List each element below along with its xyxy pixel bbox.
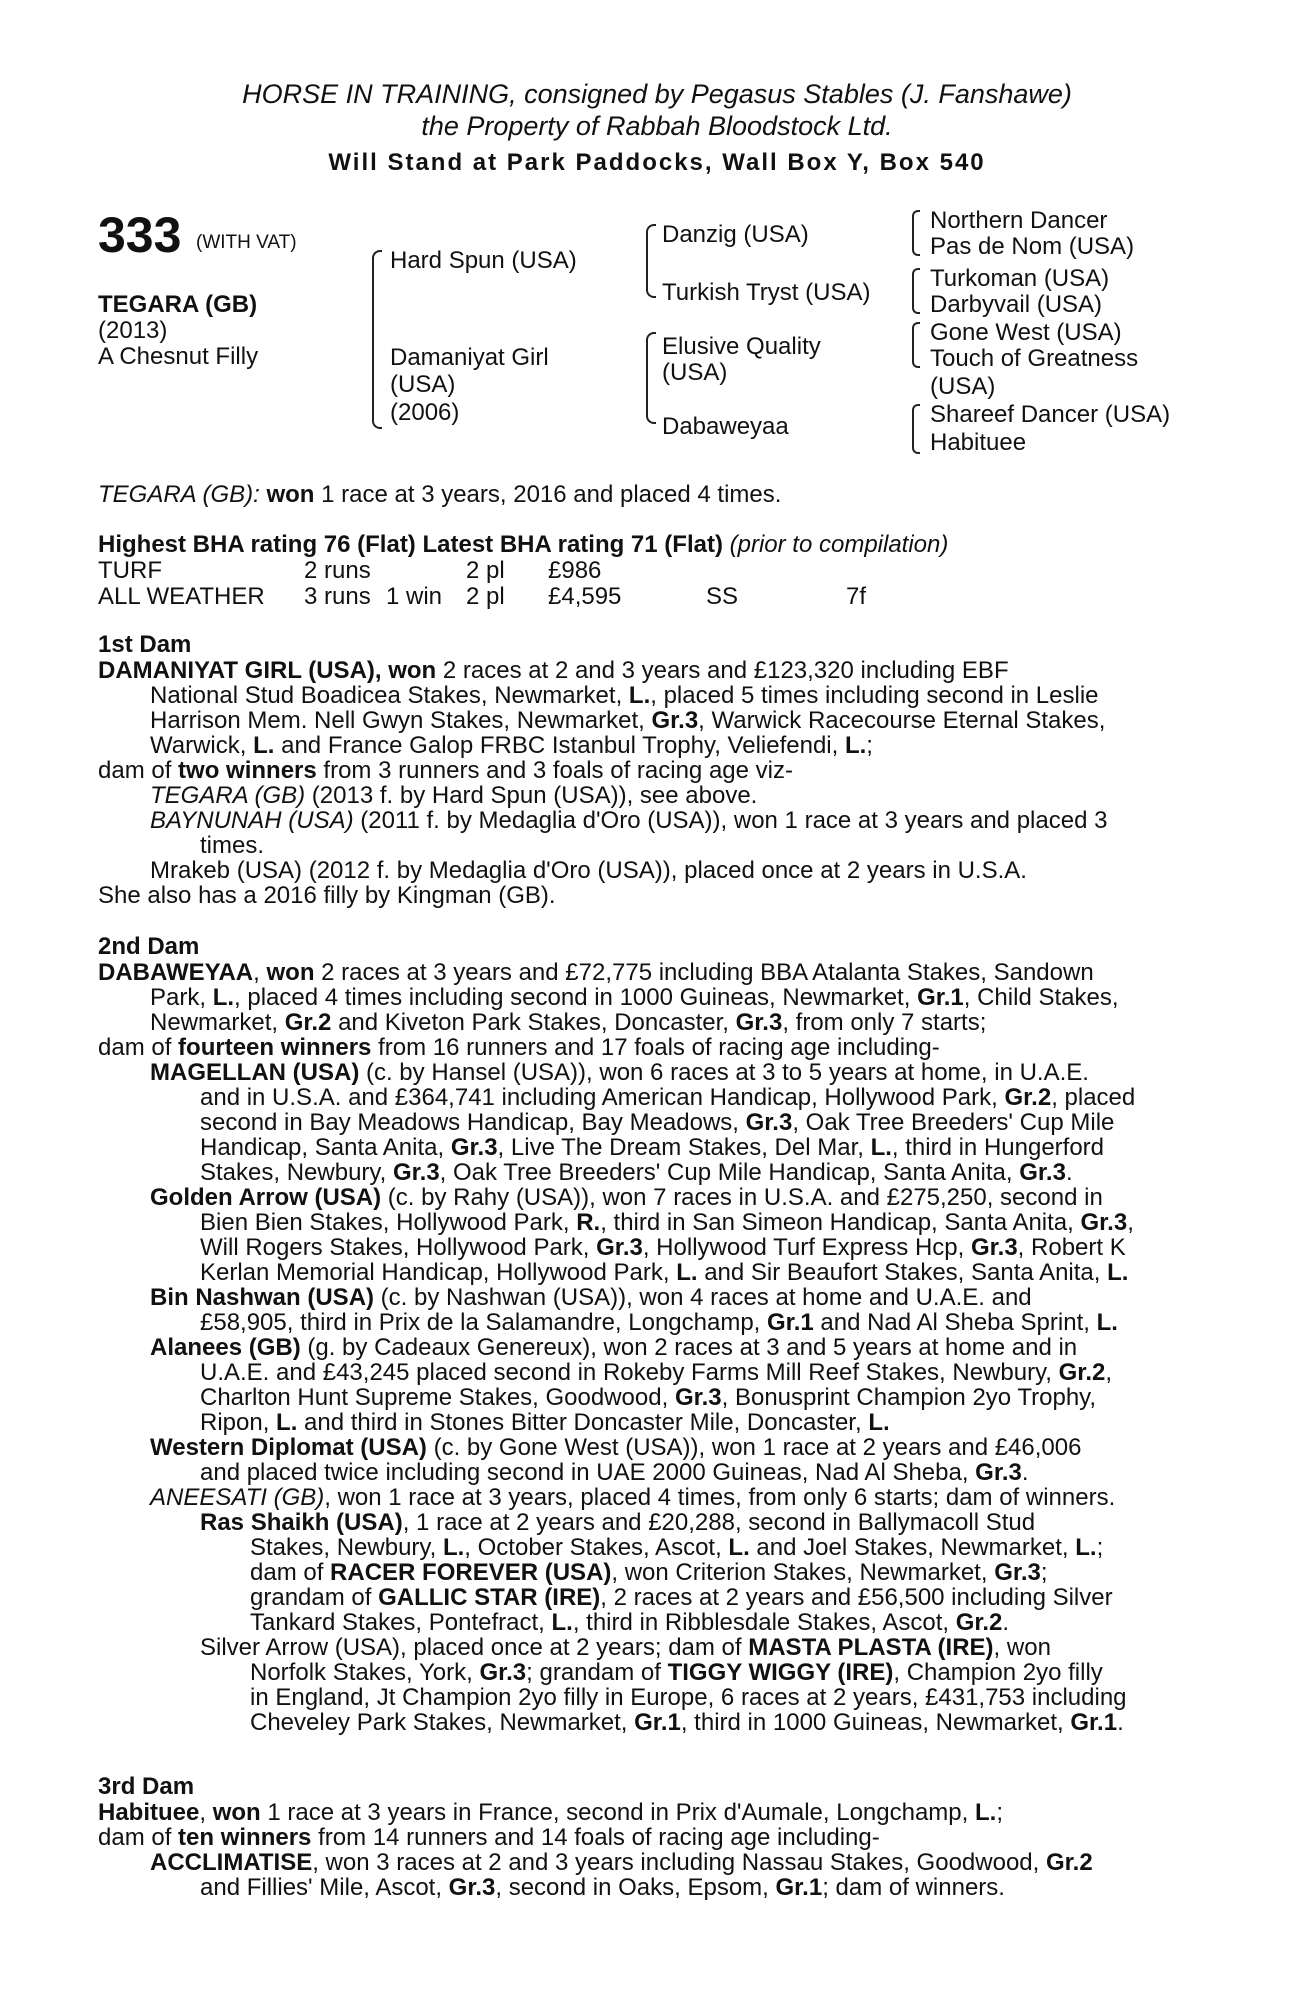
brace-ds bbox=[912, 322, 920, 368]
dam2-line2: Park, L., placed 4 times including second in 1000 Guineas, Newmarket, Gr.1, Child Stakes, bbox=[150, 984, 1119, 1011]
vat-label: (WITH VAT) bbox=[196, 232, 297, 253]
pedigree-sire: Hard Spun (USA) bbox=[390, 247, 577, 274]
silver-arrow-line2: Norfolk Stakes, York, Gr.3; grandam of TIGGY WIGGY (IRE), Champion 2yo filly bbox=[250, 1659, 1103, 1686]
western-diplomat-line2: and placed twice including second in UAE 2000 Guineas, Nad Al Sheba, Gr.3. bbox=[200, 1459, 1029, 1486]
brace-ss bbox=[912, 210, 920, 256]
aw-distance: 7f bbox=[846, 583, 867, 610]
first-dam-heading: 1st Dam bbox=[98, 631, 192, 658]
aw-runs: 3 runs bbox=[304, 583, 371, 610]
horse-year: (2013) bbox=[98, 317, 168, 344]
golden-arrow-line4: Kerlan Memorial Handicap, Hollywood Park, L. and Sir Beaufort Stakes, Santa Anita, L. bbox=[200, 1259, 1129, 1286]
silver-arrow-line3: in England, Jt Champion 2yo filly in Europe, 6 races at 2 years, £431,753 including bbox=[250, 1684, 1127, 1711]
pedigree-dam-line1: Damaniyat Girl bbox=[390, 344, 549, 371]
magellan-line2: and in U.S.A. and £364,741 including American Handicap, Hollywood Park, Gr.2, placed bbox=[200, 1084, 1136, 1111]
aw-surface: SS bbox=[706, 583, 739, 610]
pedigree-dam-line3: (2006) bbox=[390, 399, 460, 426]
summary-rest: 1 race at 3 years, 2016 and placed 4 times. bbox=[314, 481, 782, 508]
pedigree-dss: Gone West (USA) bbox=[930, 319, 1122, 346]
ras-shaikh-line2: Stakes, Newbury, L., October Stakes, Ascot, L. and Joel Stakes, Newmarket, L.; bbox=[250, 1534, 1104, 1561]
bin-nashwan-line1: Bin Nashwan (USA) (c. by Nashwan (USA)), won 4 races at home and U.A.E. and bbox=[150, 1284, 1032, 1311]
alanees-line3: Charlton Hunt Supreme Stakes, Goodwood, Gr.3, Bonusprint Champion 2yo Trophy, bbox=[200, 1384, 1097, 1411]
pedigree-dds: Shareef Dancer (USA) bbox=[930, 401, 1171, 428]
acclimatise-line2: and Fillies' Mile, Ascot, Gr.3, second in Oaks, Epsom, Gr.1; dam of winners. bbox=[200, 1874, 1005, 1901]
turf-label: TURF bbox=[98, 557, 162, 584]
golden-arrow-line2: Bien Bien Stakes, Hollywood Park, R., third in San Simeon Handicap, Santa Anita, Gr.3, bbox=[200, 1209, 1134, 1236]
silver-arrow-line1: Silver Arrow (USA), placed once at 2 years; dam of MASTA PLASTA (IRE), won bbox=[200, 1634, 1051, 1661]
dam3-line2: dam of ten winners from 14 runners and 14 foals of racing age including- bbox=[98, 1824, 880, 1851]
ras-shaikh-line5: Tankard Stakes, Pontefract, L., third in Ribblesdale Stakes, Ascot, Gr.2. bbox=[250, 1609, 1010, 1636]
golden-arrow-line3: Will Rogers Stakes, Hollywood Park, Gr.3, Hollywood Turf Express Hcp, Gr.3, Robert K bbox=[200, 1234, 1126, 1261]
dam1-line9: Mrakeb (USA) (2012 f. by Medaglia d'Oro (USA)), placed once at 2 years in U.S.A. bbox=[150, 857, 1027, 884]
dam1-line10: She also has a 2016 filly by Kingman (GB). bbox=[98, 882, 556, 909]
third-dam-heading: 3rd Dam bbox=[98, 1773, 195, 1800]
dam1-line5: dam of two winners from 3 runners and 3 foals of racing age viz- bbox=[98, 757, 793, 784]
ratings-bold: Highest BHA rating 76 (Flat) Latest BHA rating 71 (Flat) bbox=[98, 531, 723, 558]
bha-ratings bbox=[98, 532, 948, 557]
summary-won: won bbox=[266, 481, 315, 508]
dam2-line3: Newmarket, Gr.2 and Kiveton Park Stakes, Doncaster, Gr.3, from only 7 starts; bbox=[150, 1009, 987, 1036]
bin-nashwan-line2: £58,905, third in Prix de la Salamandre, Longchamp, Gr.1 and Nad Al Sheba Sprint, L. bbox=[200, 1309, 1118, 1336]
pedigree-dam-dam: Dabaweyaa bbox=[662, 413, 789, 440]
pedigree-dam-line2: (USA) bbox=[390, 371, 456, 398]
pedigree-sire-sire: Danzig (USA) bbox=[662, 221, 809, 248]
aw-placed: 2 pl bbox=[466, 583, 505, 610]
dam2-line1: DABAWEYAA, won 2 races at 3 years and £72,775 including BBA Atalanta Stakes, Sandown bbox=[98, 959, 1094, 986]
alanees-line2: U.A.E. and £43,245 placed second in Rokeby Farms Mill Reef Stakes, Newbury, Gr.2, bbox=[200, 1359, 1113, 1386]
pedigree-dsd-line1: Touch of Greatness bbox=[930, 345, 1139, 372]
aneesati-line1: ANEESATI (GB), won 1 race at 3 years, placed 4 times, from only 6 starts; dam of winners. bbox=[150, 1484, 1116, 1511]
pedigree-sds: Turkoman (USA) bbox=[930, 265, 1110, 292]
dam1-line7: BAYNUNAH (USA) (2011 f. by Medaglia d'Oro (USA)), won 1 race at 3 years and placed 3 bbox=[150, 807, 1108, 834]
pedigree-dsd-line2: (USA) bbox=[930, 373, 996, 400]
turf-runs: 2 runs bbox=[304, 557, 371, 584]
ras-shaikh-line3: dam of RACER FOREVER (USA), won Criterion Stakes, Newmarket, Gr.3; bbox=[250, 1559, 1048, 1586]
magellan-line4: Handicap, Santa Anita, Gr.3, Live The Dream Stakes, Del Mar, L., third in Hungerford bbox=[200, 1134, 1105, 1161]
brace-dam-parents bbox=[646, 332, 656, 424]
summary-name: TEGARA (GB): bbox=[98, 481, 260, 508]
lot-number: 333 bbox=[98, 207, 182, 263]
pedigree-ssd: Pas de Nom (USA) bbox=[930, 233, 1135, 260]
header-line-3: Will Stand at Park Paddocks, Wall Box Y, Box 540 bbox=[328, 149, 986, 176]
race-summary bbox=[98, 482, 781, 507]
dam2-line4: dam of fourteen winners from 16 runners and 17 foals of racing age including- bbox=[98, 1034, 940, 1061]
pedigree-sdd: Darbyvail (USA) bbox=[930, 291, 1103, 318]
magellan-line5: Stakes, Newbury, Gr.3, Oak Tree Breeders' Cup Mile Handicap, Santa Anita, Gr.3. bbox=[200, 1159, 1073, 1186]
brace-dd bbox=[912, 404, 920, 454]
brace-sire-parents bbox=[646, 224, 656, 298]
alanees-line4: Ripon, L. and third in Stones Bitter Doncaster Mile, Doncaster, L. bbox=[200, 1409, 890, 1436]
ras-shaikh-line1: Ras Shaikh (USA), 1 race at 2 years and £20,288, second in Ballymacoll Stud bbox=[200, 1509, 1036, 1536]
dam1-line3: Harrison Mem. Nell Gwyn Stakes, Newmarket, Gr.3, Warwick Racecourse Eternal Stakes, bbox=[150, 707, 1106, 734]
magellan-line1: MAGELLAN (USA) (c. by Hansel (USA)), won 6 races at 3 to 5 years at home, in U.A.E. bbox=[150, 1059, 1089, 1086]
dam1-line1: DAMANIYAT GIRL (USA), won 2 races at 2 and 3 years and £123,320 including EBF bbox=[98, 657, 1009, 684]
header-line-2: the Property of Rabbah Bloodstock Ltd. bbox=[421, 111, 893, 141]
brace-sd bbox=[912, 268, 920, 314]
turf-placed: 2 pl bbox=[466, 557, 505, 584]
second-dam-heading: 2nd Dam bbox=[98, 933, 200, 960]
aw-label: ALL WEATHER bbox=[98, 583, 265, 610]
turf-prize: £986 bbox=[548, 557, 602, 584]
alanees-line1: Alanees (GB) (g. by Cadeaux Genereux), won 2 races at 3 and 5 years at home and in bbox=[150, 1334, 1078, 1361]
pedigree-sire-dam: Turkish Tryst (USA) bbox=[662, 279, 871, 306]
aw-prize: £4,595 bbox=[548, 583, 622, 610]
header-line-1: HORSE IN TRAINING, consigned by Pegasus Stables (J. Fanshawe) bbox=[242, 79, 1072, 109]
brace-sire-dam bbox=[372, 250, 382, 429]
ras-shaikh-line4: grandam of GALLIC STAR (IRE), 2 races at 2 years and £56,500 including Silver bbox=[250, 1584, 1113, 1611]
magellan-line3: second in Bay Meadows Handicap, Bay Meadows, Gr.3, Oak Tree Breeders' Cup Mile bbox=[200, 1109, 1115, 1136]
horse-name: TEGARA (GB) bbox=[98, 291, 258, 318]
western-diplomat-line1: Western Diplomat (USA) (c. by Gone West (USA)), won 1 race at 2 years and £46,006 bbox=[150, 1434, 1082, 1461]
dam1-line2: National Stud Boadicea Stakes, Newmarket, L., placed 5 times including second in Leslie bbox=[150, 682, 1099, 709]
horse-description: A Chesnut Filly bbox=[98, 343, 259, 370]
pedigree-dam-sire-line2: (USA) bbox=[662, 359, 728, 386]
silver-arrow-line4: Cheveley Park Stakes, Newmarket, Gr.1, third in 1000 Guineas, Newmarket, Gr.1. bbox=[250, 1709, 1124, 1736]
pedigree-dam-sire-line1: Elusive Quality bbox=[662, 333, 821, 360]
pedigree-sss: Northern Dancer bbox=[930, 207, 1108, 234]
dam3-line1: Habituee, won 1 race at 3 years in France, second in Prix d'Aumale, Longchamp, L.; bbox=[98, 1799, 1003, 1826]
golden-arrow-line1: Golden Arrow (USA) (c. by Rahy (USA)), won 7 races in U.S.A. and £275,250, second in bbox=[150, 1184, 1103, 1211]
dam1-line6: TEGARA (GB) (2013 f. by Hard Spun (USA)), see above. bbox=[150, 782, 758, 809]
pedigree-ddd: Habituee bbox=[930, 429, 1027, 456]
aw-wins: 1 win bbox=[386, 583, 443, 610]
ratings-note: (prior to compilation) bbox=[729, 531, 949, 558]
dam1-line8: times. bbox=[200, 832, 265, 859]
acclimatise-line1: ACCLIMATISE, won 3 races at 2 and 3 years including Nassau Stakes, Goodwood, Gr.2 bbox=[150, 1849, 1093, 1876]
dam1-line4: Warwick, L. and France Galop FRBC Istanbul Trophy, Veliefendi, L.; bbox=[150, 732, 873, 759]
